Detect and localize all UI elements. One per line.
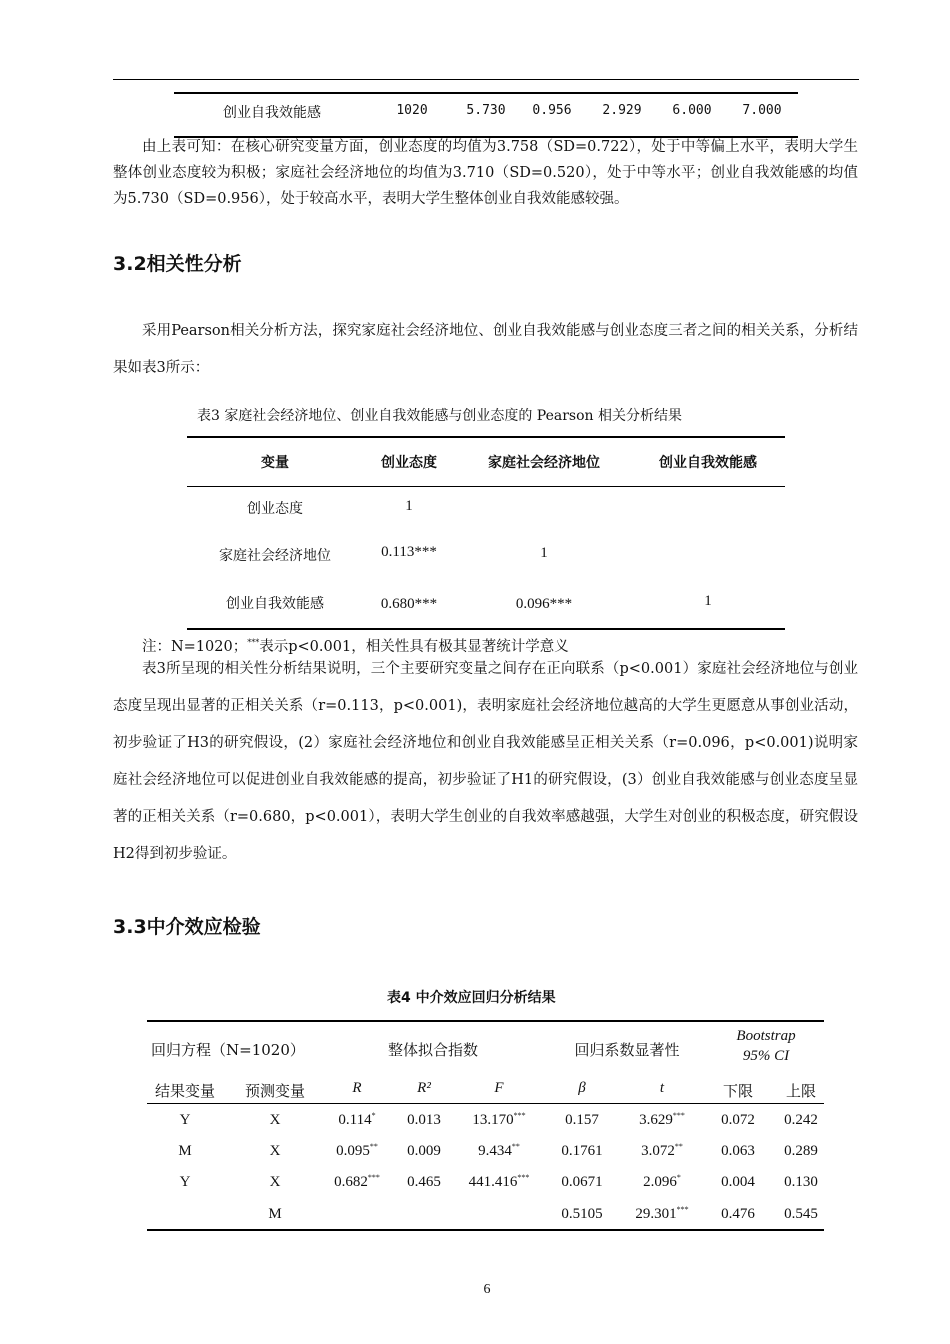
table4-value: 0.095 xyxy=(336,1143,370,1159)
table4-value: Y xyxy=(179,1174,191,1190)
table4-value: 0.289 xyxy=(784,1143,818,1159)
table4-value: 3.072 xyxy=(641,1143,675,1159)
table4-value: 0.465 xyxy=(407,1174,441,1190)
table4-value: 0.242 xyxy=(784,1112,818,1128)
table4-value: M xyxy=(178,1143,192,1159)
section-heading-mediation: 3.3中介效应检验 xyxy=(113,916,261,938)
table4-cell-R xyxy=(334,1174,380,1191)
table4-cell-y xyxy=(178,1143,191,1160)
table3-header: 创业自我效能感 xyxy=(659,455,757,471)
table3-top-rule xyxy=(187,436,785,438)
table4-equation-header: 回归方程（N=1020） xyxy=(151,1041,305,1059)
table3-row-label: 创业态度 xyxy=(247,501,303,517)
table4-value: X xyxy=(269,1143,281,1159)
table3-note-suffix: 表示p<0.001，相关性具有极其显著统计学意义 xyxy=(259,639,569,655)
table4-value: M xyxy=(268,1206,282,1222)
table4-value: 0.004 xyxy=(721,1174,755,1190)
table2-cell: 5.730 xyxy=(466,103,506,118)
table4-cell-hi xyxy=(784,1112,818,1129)
table4-subheader: 预测变量 xyxy=(244,1082,306,1100)
table4-bootstrap-header: Bootstrap xyxy=(736,1028,796,1044)
table4-cell-y xyxy=(180,1112,191,1129)
significance-mark: * xyxy=(676,1173,681,1182)
table4-value: 0.682 xyxy=(334,1174,368,1190)
table4-cell-x xyxy=(268,1206,281,1223)
table4-cell-R2 xyxy=(407,1143,441,1160)
significance-mark: *** xyxy=(517,1173,530,1182)
table3-bottom-rule xyxy=(187,628,785,630)
table4-cell-lo xyxy=(721,1143,755,1160)
table2-cell: 0.956 xyxy=(532,103,572,118)
table4-cell-beta xyxy=(561,1143,602,1160)
table4-cell-F xyxy=(478,1143,520,1160)
table3-cell: 1 xyxy=(405,498,413,514)
table4-value: 2.096 xyxy=(643,1174,677,1190)
table4-cell-t xyxy=(635,1206,688,1223)
significance-mark: *** xyxy=(672,1111,685,1120)
table4-value: 0.1761 xyxy=(561,1143,603,1159)
table4-subheader: 上限 xyxy=(785,1082,817,1100)
significance-mark: *** xyxy=(513,1111,526,1120)
table3-note-sup: *** xyxy=(247,638,260,647)
table4-value: 0.476 xyxy=(721,1206,755,1222)
table4-value: X xyxy=(269,1112,281,1128)
table4-cell-t xyxy=(641,1143,683,1160)
table4-value: 13.170 xyxy=(472,1112,514,1128)
table4-subheader: t xyxy=(659,1080,665,1096)
table4-value: 441.416 xyxy=(468,1174,518,1190)
table4-cell-hi xyxy=(784,1143,818,1160)
table3-cell: 0.680*** xyxy=(380,596,438,612)
table4-value: 0.009 xyxy=(407,1143,441,1159)
table4-cell-beta xyxy=(561,1206,602,1223)
table4-cell-R xyxy=(338,1112,375,1129)
table4-cell-hi xyxy=(784,1174,818,1191)
table4-value: 0.072 xyxy=(721,1112,755,1128)
table4-ci-header: 95% CI xyxy=(742,1048,790,1064)
paragraph-correlation-intro: 采用Pearson相关分析方法，探究家庭社会经济地位、创业自我效能感与创业态度三者之间的相关关系，分析结果如表3所示： xyxy=(113,323,858,376)
table4-value: 29.301 xyxy=(635,1206,677,1222)
page-number: 6 xyxy=(483,1282,491,1297)
table2-cell: 2.929 xyxy=(602,103,642,118)
table4-cell-x xyxy=(270,1143,281,1160)
table4-value: X xyxy=(269,1174,281,1190)
table4-subheader: F xyxy=(494,1080,504,1096)
table4-cell-lo xyxy=(721,1206,755,1223)
table2-cell: 6.000 xyxy=(672,103,712,118)
table4-value: Y xyxy=(179,1112,191,1128)
table4-cell-beta xyxy=(561,1174,602,1191)
table4-value: 0.013 xyxy=(407,1112,441,1128)
table4-bottom-rule xyxy=(147,1229,824,1231)
table4-cell-R xyxy=(336,1143,378,1160)
table4-subheader: R xyxy=(352,1080,362,1096)
section-heading-correlation: 3.2相关性分析 xyxy=(113,253,242,275)
table4-value: 0.130 xyxy=(784,1174,818,1190)
table3-row-label: 创业自我效能感 xyxy=(226,596,324,612)
table4-value: 9.434 xyxy=(478,1143,512,1159)
table3-header: 变量 xyxy=(261,455,289,471)
table3-cell: 0.096*** xyxy=(515,596,573,612)
table4-value: 0.5105 xyxy=(561,1206,603,1222)
table3-caption: 表3 家庭社会经济地位、创业自我效能感与创业态度的 Pearson 相关分析结果 xyxy=(197,408,683,424)
table2-top-rule xyxy=(174,92,798,94)
significance-mark: * xyxy=(371,1111,376,1120)
table3-cell: 0.113*** xyxy=(381,544,437,560)
table4-cell-lo xyxy=(721,1174,755,1191)
table3-header: 创业态度 xyxy=(381,455,437,471)
significance-mark: *** xyxy=(676,1205,689,1214)
table3-header-rule xyxy=(187,486,785,487)
table4-cell-t xyxy=(643,1174,681,1191)
significance-mark: ** xyxy=(511,1142,520,1151)
table4-subheader: 下限 xyxy=(722,1082,754,1100)
table3-cell: 1 xyxy=(540,545,548,561)
table2-cell: 创业自我效能感 xyxy=(223,105,321,121)
table4-value: 3.629 xyxy=(639,1112,673,1128)
table3-row-label: 家庭社会经济地位 xyxy=(219,548,331,564)
table4-cell-y xyxy=(180,1174,191,1191)
table3-note-prefix: 注：N=1020； xyxy=(142,639,248,655)
table4-subheader: 结果变量 xyxy=(154,1082,216,1100)
table4-value: 0.0671 xyxy=(561,1174,603,1190)
table2-cell: 7.000 xyxy=(742,103,782,118)
paragraph-descriptive-summary: 由上表可知：在核心研究变量方面，创业态度的均值为3.758（SD=0.722），处于中等偏上水平，表明大学生整体创业态度较为积极；家庭社会经济地位的均值为3.710（SD=0.520），处于中等水平；创业自我效能感的均值为5.730（SD=0.956），处于较高水平，表明大学生整体创业自我效能感较强。 xyxy=(113,139,858,207)
significance-mark: ** xyxy=(369,1142,378,1151)
significance-mark: ** xyxy=(674,1142,683,1151)
significance-mark: *** xyxy=(367,1173,380,1182)
header-rule xyxy=(113,79,859,80)
table2-cell: 1020 xyxy=(396,103,428,118)
table4-header-rule xyxy=(147,1103,824,1104)
table4-caption: 表4 中介效应回归分析结果 xyxy=(387,990,556,1006)
table4-subheader: R² xyxy=(417,1080,431,1096)
table4-coef-header: 回归系数显著性 xyxy=(574,1041,680,1059)
table3-cell: 1 xyxy=(704,593,712,609)
table4-value: 0.545 xyxy=(784,1206,818,1222)
table4-value: 0.157 xyxy=(565,1112,599,1128)
table4-value: 0.114 xyxy=(338,1112,372,1128)
table4-cell-R2 xyxy=(407,1174,441,1191)
table4-subheader: β xyxy=(578,1080,586,1096)
table4-cell-lo xyxy=(721,1112,755,1129)
table3-header: 家庭社会经济地位 xyxy=(488,455,600,471)
table4-cell-F xyxy=(469,1174,530,1191)
table4-value: 0.063 xyxy=(721,1143,755,1159)
paragraph-correlation-discussion: 表3所呈现的相关性分析结果说明，三个主要研究变量之间存在正向联系（p<0.001）家庭社会经济地位与创业态度呈现出显著的正相关关系（r=0.113，p<0.001)，表明家庭社会经济地位越高的大学生更愿意从事创业活动，初步验证了H3的研究假设，(2）家庭社会经济地位和创业自我效能感呈正相关关系（r=0.096，p<0.001)说明家庭社会经济地位可以促进创业自我效能感的提高，初步验证了H1的研究假设，(3）创业自我效能感与创业态度呈显著的正相关关系（r=0.680，p<0.001），表明大学生创业的自我效率感越强，大学生对创业的积极态度，研究假设H2得到初步验证。 xyxy=(113,661,858,862)
table4-fit-header: 整体拟合指数 xyxy=(387,1041,479,1059)
table4-cell-F xyxy=(472,1112,525,1129)
table4-cell-hi xyxy=(784,1206,818,1223)
table4-cell-t xyxy=(639,1112,685,1129)
table4-top-rule xyxy=(147,1020,824,1022)
table4-cell-beta xyxy=(565,1112,599,1129)
table4-cell-x xyxy=(270,1174,281,1191)
table4-cell-R2 xyxy=(407,1112,441,1129)
table4-cell-x xyxy=(270,1112,281,1129)
